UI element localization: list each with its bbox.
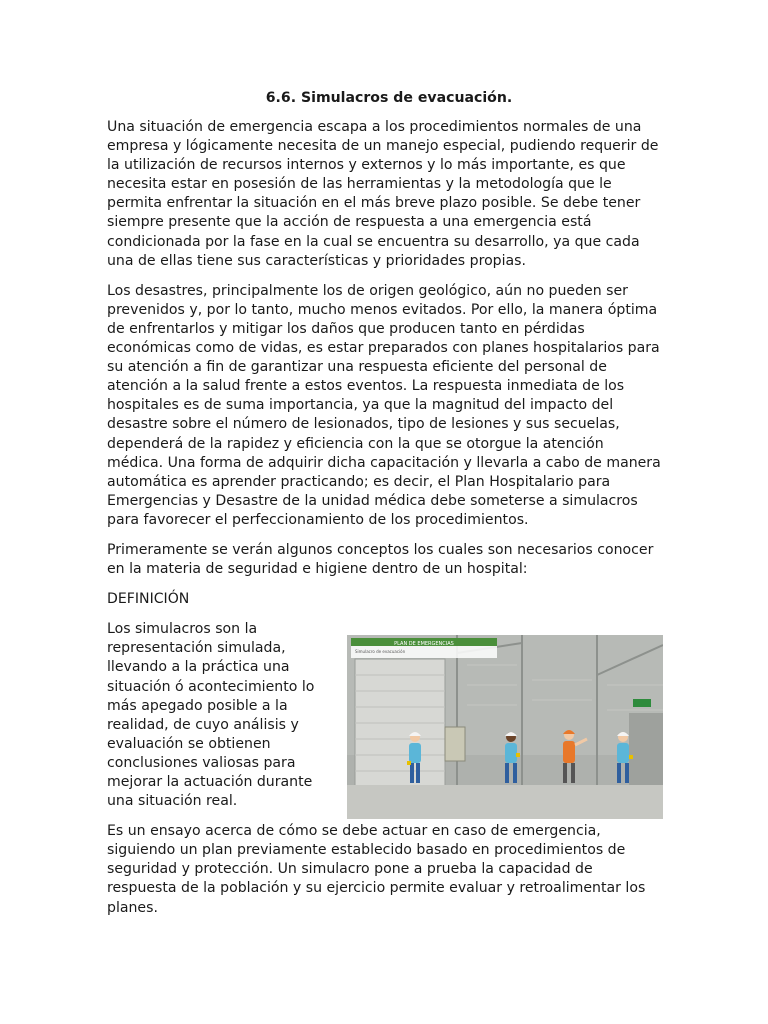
evacuation-drill-scene xyxy=(347,635,663,819)
figure-banner-subtitle: Simulacro de evacuación xyxy=(355,649,406,655)
paragraph-concepts: Primeramente se verán algunos conceptos los cuales son necesarios conocer en la materia de seguridad e higiene dentro de un hospital: xyxy=(107,541,654,578)
evacuation-drill-illustration xyxy=(347,635,663,819)
paragraph-disasters: Los desastres, principalmente los de origen geológico, aún no pueden ser prevenidos y, por lo tanto, mucho menos evitados. Por ello, la manera óptima de enfrentarlos y mitigar los daños que producen tanto en pérdidas económicas como de vidas, es estar preparados con planes hospitalarios para su atención a fin de garantizar una respuesta eficiente del personal de atención a la salud frente a estos eventos. La respuesta inmediata de los hospitales es de suma importancia, ya que la magnitud del impacto del desastre sobre el número de lesionados, tipo de lesiones y sus secuelas, dependerá de la rapidez y eficiencia con la que se otorgue la atención médica. Una forma de adquirir dicha capacitación y llevarla a cabo de manera automática es aprender practicando; es decir, el Plan Hospitalario para Emergencias y Desastre de la unidad médica debe someterse a simulacros para favorecer el perfeccionamiento de los procedimientos. xyxy=(107,282,661,528)
section-heading: 6.6. Simulacros de evacuación. xyxy=(265,90,513,106)
document-page xyxy=(107,88,663,929)
exit-sign xyxy=(633,699,651,707)
paragraph-intro: Una situación de emergencia escapa a los procedimientos normales de una empresa y lógicamente necesita de un manejo especial, pudiendo requerir de la utilización de recursos internos y externos y lo más importante, es que necesita estar en posesión de las herramientas y la metodología que le permita enfrentar la situación en el más breve plazo posible. Se debe tener siempre presente que la acción de respuesta a una emergencia está condicionada por la fase en la cual se encuentra su desarrollo, ya que cada una de ellas tiene sus características y prioridades propias. xyxy=(107,119,659,269)
definition-paragraph-2: Es un ensayo acerca de cómo se debe actuar en caso de emergencia, siguiendo un plan previamente establecido basado en procedimientos de seguridad y protección. Un simulacro pone a prueba la capacidad de respuesta de la población y su ejercicio permite evaluar y retroalimentar los planes. xyxy=(107,823,646,916)
figure-banner-title: PLAN DE EMERGENCIAS xyxy=(394,641,454,648)
definition-label: DEFINICIÓN xyxy=(107,591,190,608)
definition-paragraph-1: Los simulacros son la representación simulada, llevando a la práctica una situación ó acontecimiento lo más apegado posible a la realidad, de cuyo análisis y evaluación se obtienen conclusiones valiosas para mejorar la actuación durante una situación real. xyxy=(107,621,315,810)
